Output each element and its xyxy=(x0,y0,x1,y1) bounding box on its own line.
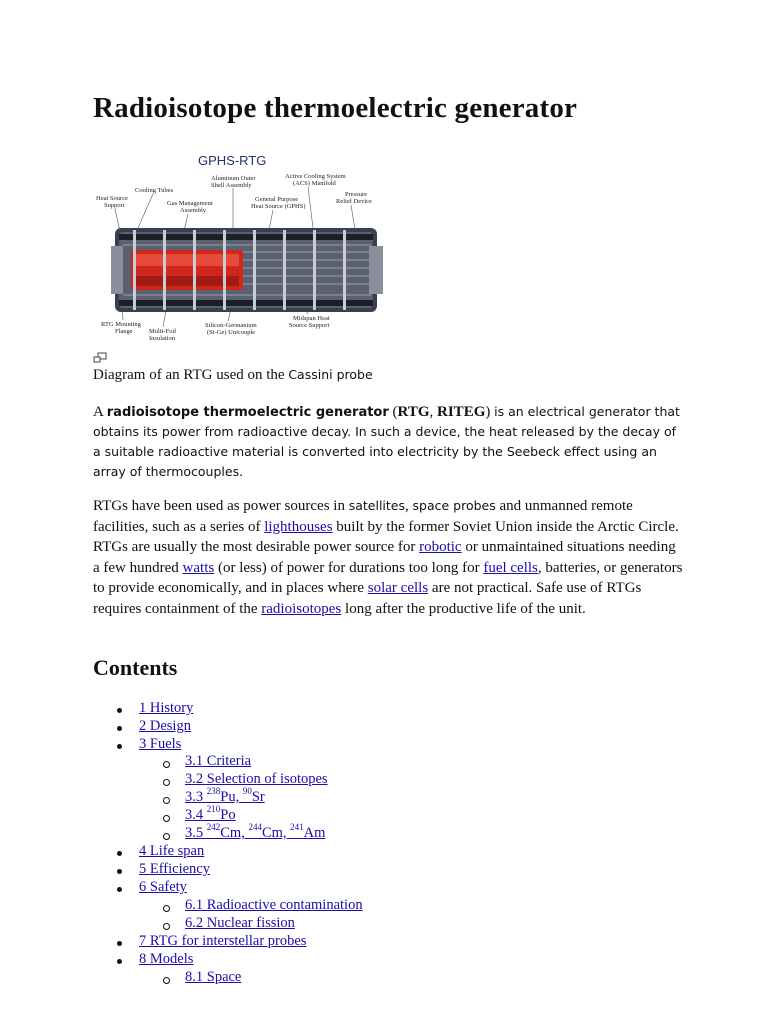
p2-t1: RTGs have been used as power sources in xyxy=(93,498,349,514)
toc-contamination[interactable]: 6.1 Radioactive contamination xyxy=(185,897,363,913)
p2-t5: or unmaintained situations needing a few hundred xyxy=(93,539,676,576)
label-midspan-1: Midspan Heat xyxy=(293,315,330,322)
label-gas-mgmt-2: Assembly xyxy=(180,207,206,214)
label-active-cooling-1: Active Cooling System xyxy=(285,173,346,180)
toc-bullet xyxy=(117,851,122,856)
toc-cm-am[interactable] xyxy=(185,822,326,843)
toc-sub-bullet xyxy=(163,797,170,804)
toc-bullet xyxy=(117,744,122,749)
toc-sub-bullet xyxy=(163,905,170,912)
toc-selection[interactable]: 3.2 Selection of isotopes xyxy=(185,771,328,787)
toc-pu-sr[interactable] xyxy=(185,786,265,807)
toc-bullet xyxy=(117,869,122,874)
space-probes-link[interactable]: space probes xyxy=(412,498,496,513)
label-heat-source-support-1: Heat Source xyxy=(96,195,128,202)
intro-paragraph xyxy=(93,402,683,482)
body-paragraph xyxy=(93,496,683,619)
element-symbol: Sr xyxy=(251,789,265,805)
toc-bullet xyxy=(117,959,122,964)
intro-a: A xyxy=(93,404,107,420)
toc-sub-bullet xyxy=(163,815,170,822)
label-heat-source-support-2: Support xyxy=(104,202,125,209)
figure-caption xyxy=(93,367,373,384)
caption-text: Diagram of an RTG used on the xyxy=(93,367,289,383)
label-pressure-1: Pressure xyxy=(345,191,368,198)
label-active-cooling-2: (ACS) Manifold xyxy=(293,180,336,187)
toc-space[interactable]: 8.1 Space xyxy=(185,969,242,985)
label-aluminum-outer: Aluminum Outer xyxy=(211,175,256,182)
label-gas-mgmt-1: Gas Management xyxy=(167,200,213,207)
label-gphs-1: General Purpose xyxy=(255,196,299,203)
p2-t2: , xyxy=(405,498,413,514)
toc-sub-bullet xyxy=(163,923,170,930)
p2-t6: (or less) of power for durations too long for xyxy=(214,559,484,576)
watts-link[interactable]: watts xyxy=(182,559,215,576)
toc-interstellar[interactable]: 7 RTG for interstellar probes xyxy=(139,933,307,949)
label-sige-2: (Si-Ge) Unicouple xyxy=(207,329,256,336)
term-riteg: RITEG xyxy=(437,404,486,420)
toc-sub-bullet xyxy=(163,761,170,768)
p2-t8: are not practical. Safe use of RTGs requires containment of the xyxy=(93,580,642,617)
intro-paren-close: ) xyxy=(485,404,495,420)
contents-heading: Contents xyxy=(93,655,178,680)
label-shell-assembly: Shell Assembly xyxy=(211,182,252,189)
mass-number: 210 xyxy=(206,804,221,814)
label-multifoil-2: Insulation xyxy=(149,335,175,342)
toc-history[interactable]: 1 History xyxy=(139,700,194,716)
label-flange-2: Flange xyxy=(115,328,133,335)
toc-fission[interactable]: 6.2 Nuclear fission xyxy=(185,915,295,931)
toc-safety[interactable]: 6 Safety xyxy=(139,879,187,895)
label-cooling-tubes: Cooling Tubes xyxy=(135,187,174,194)
label-midspan-2: Source Support xyxy=(289,322,330,329)
term-rtg-abbr: RTG xyxy=(397,404,430,420)
intro-paren: ( xyxy=(388,404,398,420)
label-multifoil-1: Multi-Foil xyxy=(149,328,177,335)
figure-title: GPHS-RTG xyxy=(198,153,267,168)
element-symbol: Po xyxy=(220,807,236,823)
radioisotopes-link[interactable]: radioisotopes xyxy=(261,600,342,617)
toc-efficiency[interactable]: 5 Efficiency xyxy=(139,861,210,877)
toc-criteria[interactable]: 3.1 Criteria xyxy=(185,753,252,769)
label-sige-1: Silicon-Germanium xyxy=(205,322,257,329)
mass-number: 241 xyxy=(290,822,304,832)
mass-number: 90 xyxy=(242,786,252,796)
toc-models[interactable]: 8 Models xyxy=(139,951,194,967)
toc-num: 3.4 xyxy=(185,807,207,823)
toc-num: 3.5 xyxy=(185,825,207,841)
p2-t4: built by the former Soviet Union inside the Arctic Circle. RTGs are usually the most desirable power source for xyxy=(93,518,679,555)
intro-rest: is an electrical generator that obtains its power from radioactive decay. In such a device, the heat released by the decay of a suitable radioactive material is converted into electricity by the Seebeck effect using an array of thermocouples. xyxy=(93,404,680,479)
element-symbol: Am xyxy=(303,825,326,841)
toc-lifespan[interactable]: 4 Life span xyxy=(139,843,205,859)
toc-design[interactable]: 2 Design xyxy=(139,718,191,734)
page-title: Radioisotope thermoelectric generator xyxy=(93,92,578,124)
p2-t7: , batteries, or generators to provide economically, and in places where xyxy=(93,559,683,596)
toc-num: 3.3 xyxy=(185,789,207,805)
cassini-link[interactable]: Cassini probe xyxy=(288,367,373,382)
toc-bullet xyxy=(117,941,122,946)
toc-bullet xyxy=(117,708,122,713)
intro-comma: , xyxy=(429,404,438,420)
p2-t3: and unmanned remote facilities, such as a series of xyxy=(93,498,633,535)
label-flange-1: RTG Mounting xyxy=(101,321,141,328)
rtg-diagram xyxy=(93,150,388,350)
label-gphs-2: Heat Source (GPHS) xyxy=(251,203,306,210)
element-symbol: Cm, xyxy=(261,825,291,841)
solar-cells-link[interactable]: solar cells xyxy=(367,580,429,596)
satellites-link[interactable]: satellites xyxy=(348,498,405,513)
mass-number: 244 xyxy=(248,822,262,832)
p2-t9: long after the productive life of the unit. xyxy=(341,600,586,617)
label-pressure-2: Relief Device xyxy=(336,198,372,205)
element-symbol: Pu, xyxy=(220,789,243,805)
toc-sub-bullet xyxy=(163,977,170,984)
toc-sub-bullet xyxy=(163,833,170,840)
toc-fuels[interactable]: 3 Fuels xyxy=(139,736,182,752)
toc-bullet xyxy=(117,887,122,892)
element-symbol: Cm, xyxy=(220,825,249,841)
robotic-link[interactable]: robotic xyxy=(419,539,462,555)
expand-icon[interactable] xyxy=(93,352,107,364)
toc-sub-bullet xyxy=(163,779,170,786)
mass-number: 238 xyxy=(206,786,221,796)
lighthouses-link[interactable]: lighthouses xyxy=(264,518,333,535)
term-rtg: radioisotope thermoelectric generator xyxy=(106,405,389,420)
toc-bullet xyxy=(117,726,122,731)
mass-number: 242 xyxy=(206,822,221,832)
fuel-cells-link[interactable]: fuel cells xyxy=(483,559,538,576)
